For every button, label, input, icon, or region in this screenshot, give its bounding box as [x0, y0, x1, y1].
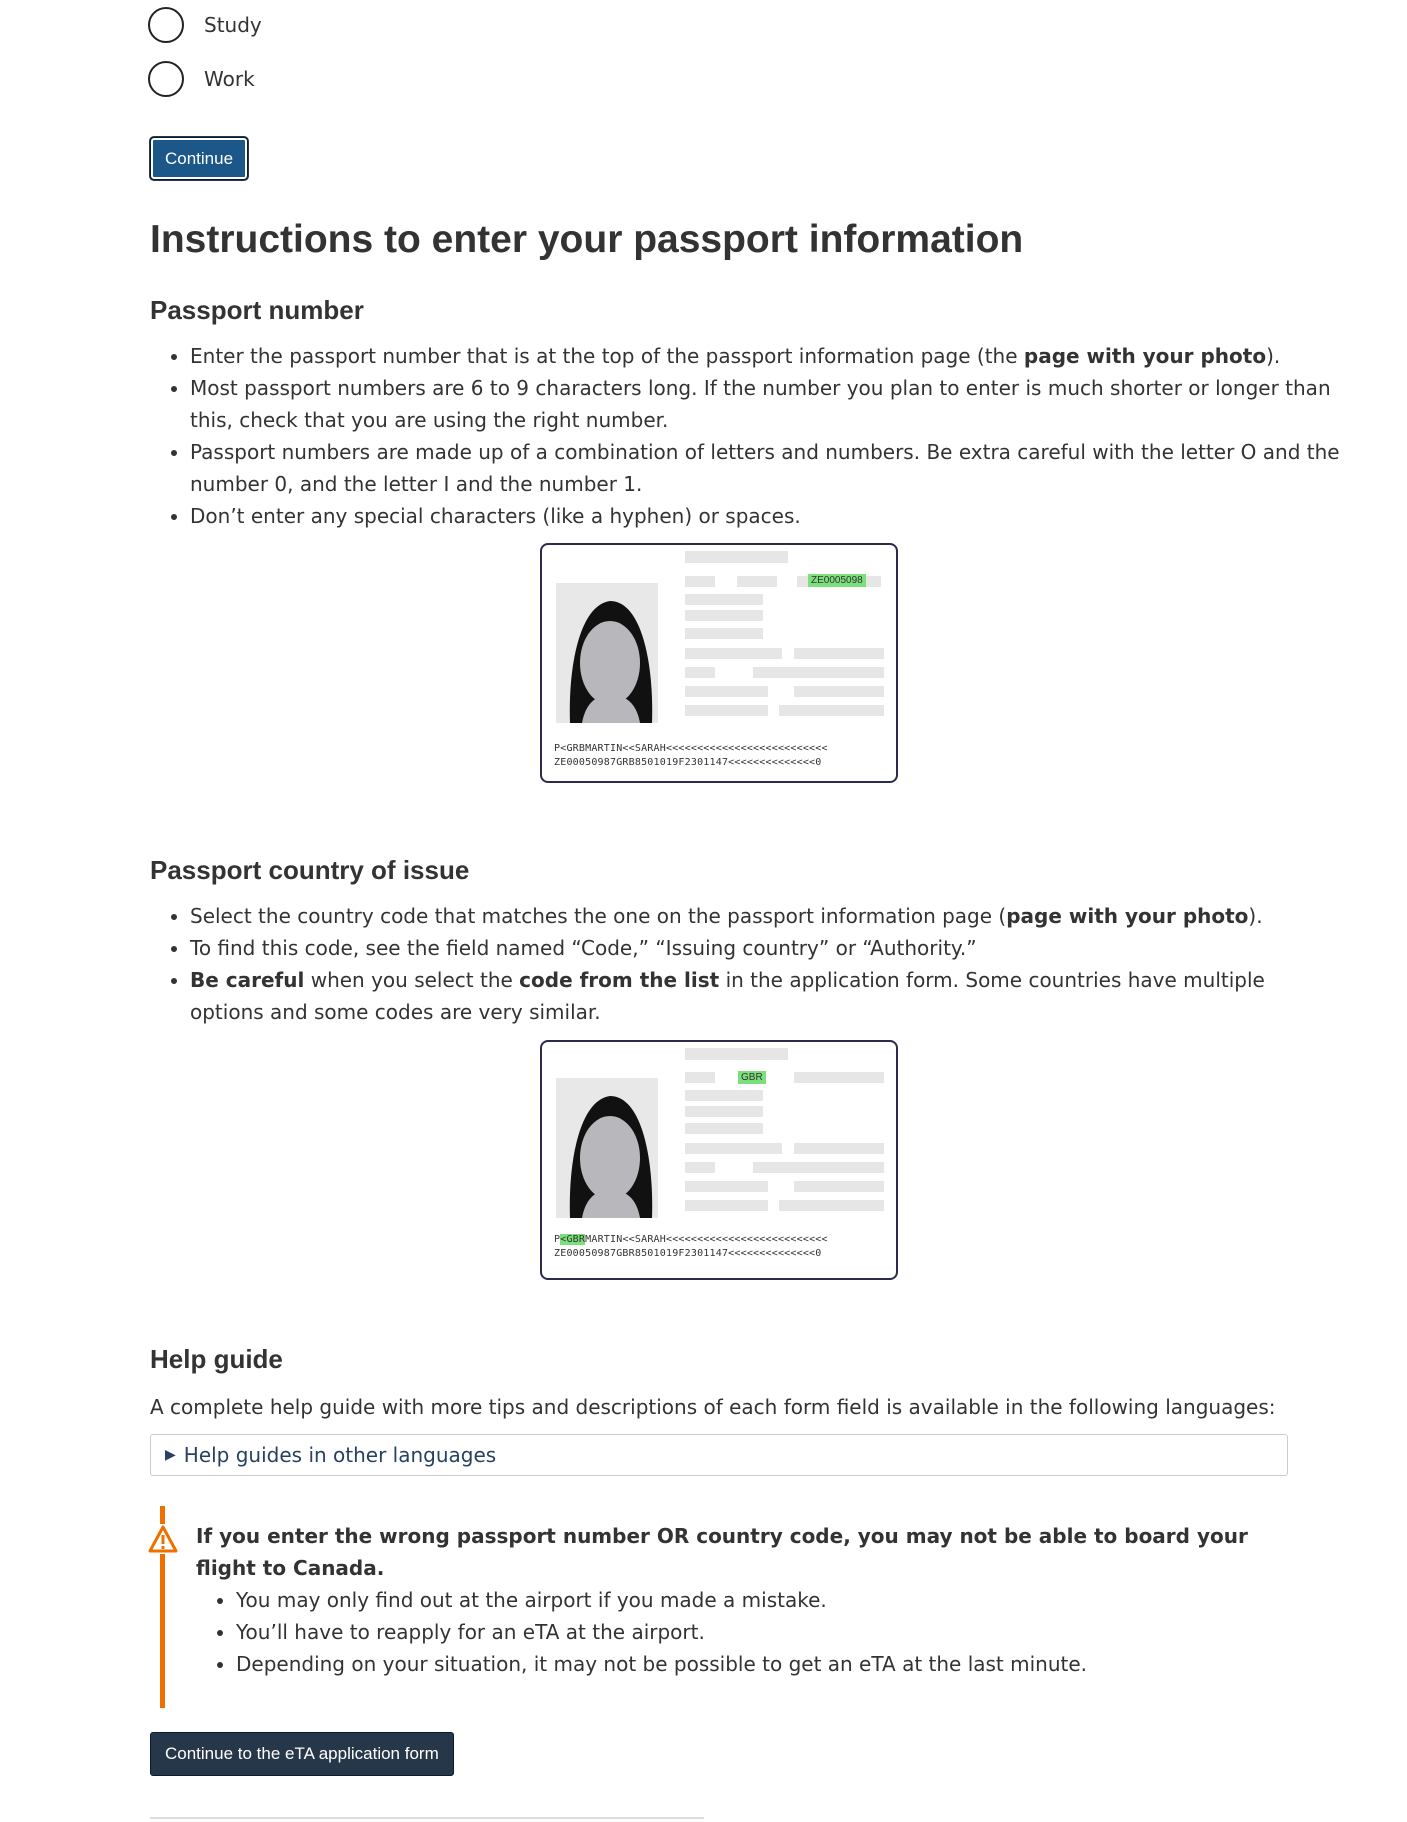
list-item: • To find this code, see the field named “Code,” “Issuing country” or “Authority.” — [190, 932, 1340, 964]
list-item: • Most passport numbers are 6 to 9 characters long. If the number you plan to enter is much shorter or longer than this, check that you are using the right number. — [190, 372, 1340, 436]
radio-option-study[interactable] — [148, 7, 262, 43]
continue-to-form-button[interactable]: Continue to the eTA application form — [150, 1732, 454, 1776]
warning-title: If you enter the wrong passport number OR country code, you may not be able to board your flight to Canada. — [196, 1524, 1248, 1580]
list-item: • Don’t enter any special characters (like a hyphen) or spaces. — [190, 500, 1340, 532]
warning-alert — [150, 1506, 1300, 1708]
warning-item: • You’ll have to reapply for an eTA at the airport. — [236, 1616, 1087, 1648]
list-item: • Be careful when you select the code from the list in the application form. Some countries have multiple options and some codes are very similar. — [190, 964, 1340, 1028]
country-of-issue-illustration — [540, 1040, 898, 1280]
bold-text: page with your photo — [1023, 344, 1267, 368]
continue-button[interactable]: Continue — [150, 137, 248, 180]
bold-text: page with your photo — [1006, 904, 1249, 928]
list-item: • Passport numbers are made up of a combination of letters and numbers. Be extra careful with the letter O and the number 0, and the letter I and the number 1. — [190, 436, 1340, 500]
disclosure-triangle-icon: ▶ — [165, 1447, 176, 1463]
bold-text: Be careful — [190, 968, 305, 992]
radio-option-work[interactable] — [148, 61, 255, 97]
help-guides-details[interactable] — [150, 1434, 1288, 1476]
help-guide-heading: Help guide — [150, 1344, 283, 1374]
mrz-line-2: ZE00050987GRB8501019F2301147<<<<<<<<<<<<<<0 — [554, 757, 822, 768]
list-item: • Select the country code that matches the one on the passport information page (page with your photo). — [190, 900, 1340, 932]
mrz-prefix: P — [554, 1234, 561, 1245]
passport-number-highlight: ZE0005098 — [808, 574, 866, 587]
radio-label: Study — [204, 13, 262, 37]
page-title: Instructions to enter your passport information — [150, 218, 1024, 261]
mrz-line-1 — [554, 1234, 828, 1245]
passport-number-illustration — [540, 543, 898, 783]
country-of-issue-list — [150, 900, 1340, 1028]
radio-button[interactable] — [148, 7, 184, 43]
country-code-highlight: GBR — [738, 1071, 766, 1084]
radio-button[interactable] — [148, 61, 184, 97]
passport-number-list — [150, 340, 1340, 532]
warning-icon — [148, 1524, 178, 1554]
bold-text: code from the list — [519, 968, 720, 992]
country-of-issue-heading: Passport country of issue — [150, 855, 470, 885]
warning-item: • Depending on your situation, it may not be possible to get an eTA at the last minute. — [236, 1648, 1087, 1680]
mrz-country-highlight: <GBR — [560, 1234, 586, 1245]
help-guides-summary[interactable]: Help guides in other languages — [183, 1443, 497, 1467]
help-guide-text: A complete help guide with more tips and descriptions of each form field is available in the following languages: — [150, 1395, 1276, 1419]
mrz-line-2: ZE00050987GBR8501019F2301147<<<<<<<<<<<<<<0 — [554, 1248, 822, 1259]
warning-item: • You may only find out at the airport if you made a mistake. — [236, 1584, 1087, 1616]
mrz-rest: MARTIN<<SARAH<<<<<<<<<<<<<<<<<<<<<<<<<< — [585, 1234, 828, 1245]
mrz-line-1: P<GRBMARTIN<<SARAH<<<<<<<<<<<<<<<<<<<<<<<<<< — [554, 743, 828, 754]
list-item: • Enter the passport number that is at the top of the passport information page (the page with your photo). — [190, 340, 1340, 372]
warning-list — [196, 1584, 1087, 1680]
divider — [150, 1817, 704, 1819]
passport-number-heading: Passport number — [150, 295, 364, 325]
radio-label: Work — [204, 67, 255, 91]
